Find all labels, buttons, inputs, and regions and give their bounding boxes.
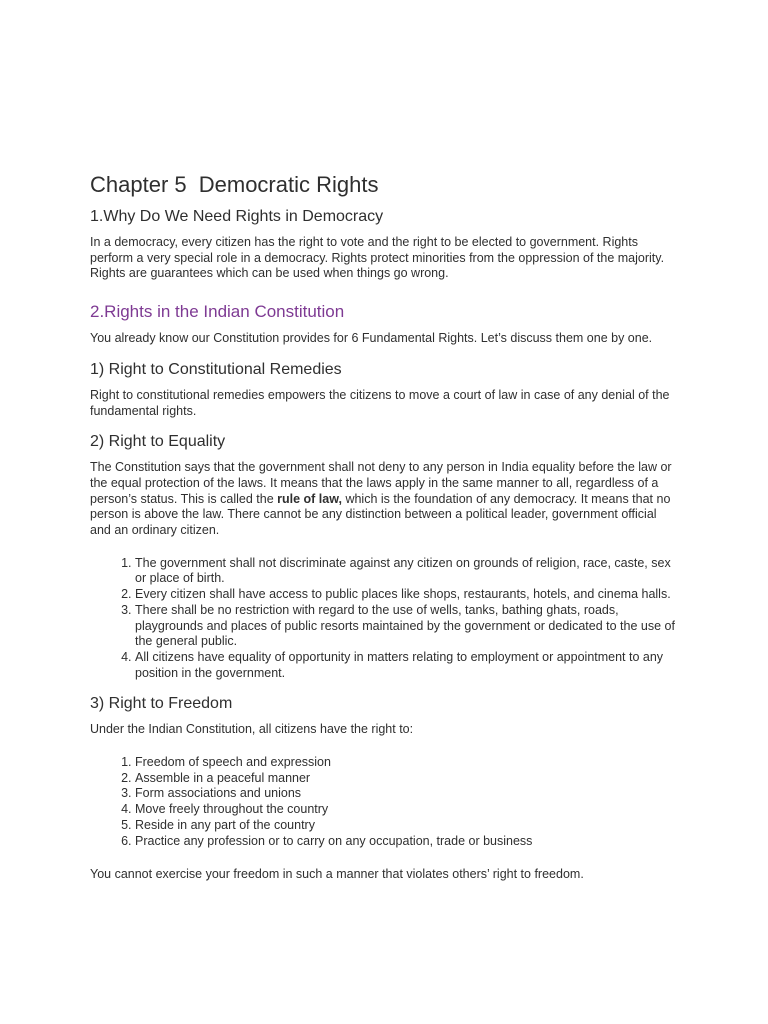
section-heading-why-rights: 1.Why Do We Need Rights in Democracy bbox=[90, 208, 384, 225]
list-item: 6. Practice any profession or to carry on any occupation, trade or business bbox=[135, 834, 680, 850]
heading-right-to-equality: 2) Right to Equality bbox=[90, 433, 226, 451]
chapter-name: Democratic Rights bbox=[198, 172, 379, 197]
freedom-closing: You cannot exercise your freedom in such a manner that violates others’ right to freedom. bbox=[90, 867, 584, 882]
freedom-list bbox=[90, 755, 680, 849]
list-item: 3. There shall be no restriction with regard to the use of wells, tanks, bathing ghats, roads, playgrounds and places of public resorts maintained by the government or dedicated to the use of the general public. bbox=[135, 603, 680, 650]
heading-right-to-remedies: 1) Right to Constitutional Remedies bbox=[90, 360, 342, 378]
body-right-to-equality bbox=[90, 460, 680, 539]
list-item: 4. All citizens have equality of opportunity in matters relating to employment or appointment to any position in the government. bbox=[135, 650, 680, 681]
list-item: 2. Assemble in a peaceful manner bbox=[135, 771, 680, 787]
chapter-title bbox=[90, 171, 680, 199]
section-body-why-rights: In a democracy, every citizen has the right to vote and the right to be elected to government. Rights perform a very special role in a democracy. Rights protect minorities from the oppression of the majority. Rights are guarantees which can be used when things go wrong. bbox=[90, 235, 665, 281]
list-item: 3. Form associations and unions bbox=[135, 786, 680, 802]
list-item: 1. Freedom of speech and expression bbox=[135, 755, 680, 771]
rule-of-law-bold: rule of law, bbox=[277, 491, 342, 506]
list-item: 5. Reside in any part of the country bbox=[135, 818, 680, 834]
section-heading-indian-constitution: 2.Rights in the Indian Constitution bbox=[90, 302, 345, 322]
list-item: 4. Move freely throughout the country bbox=[135, 802, 680, 818]
equality-text-after: which is the foundation of any democracy. It means that no person is above the law. There cannot be any distinction between a political leader, government official and an ordinary citizen. bbox=[90, 491, 671, 538]
freedom-intro: Under the Indian Constitution, all citizens have the right to: bbox=[90, 722, 414, 737]
section-body-indian-constitution: You already know our Constitution provides for 6 Fundamental Rights. Let’s discuss them one by one. bbox=[90, 331, 653, 346]
heading-right-to-freedom: 3) Right to Freedom bbox=[90, 695, 233, 713]
list-item: 2. Every citizen shall have access to public places like shops, restaurants, hotels, and cinema halls. bbox=[135, 587, 680, 603]
equality-text-before: The Constitution says that the government shall not deny to any person in India equality before the law or the equal protection of the laws. It means that the laws apply in the same manner to all, regardless of a person’s status. This is called the bbox=[90, 460, 672, 506]
chapter-number: Chapter 5 bbox=[90, 172, 187, 197]
body-right-to-remedies: Right to constitutional remedies empowers the citizens to move a court of law in case of any denial of the fundamental rights. bbox=[90, 387, 670, 418]
equality-list bbox=[90, 556, 680, 682]
list-item: 1. The government shall not discriminate against any citizen on grounds of religion, race, caste, sex or place of birth. bbox=[135, 556, 680, 587]
